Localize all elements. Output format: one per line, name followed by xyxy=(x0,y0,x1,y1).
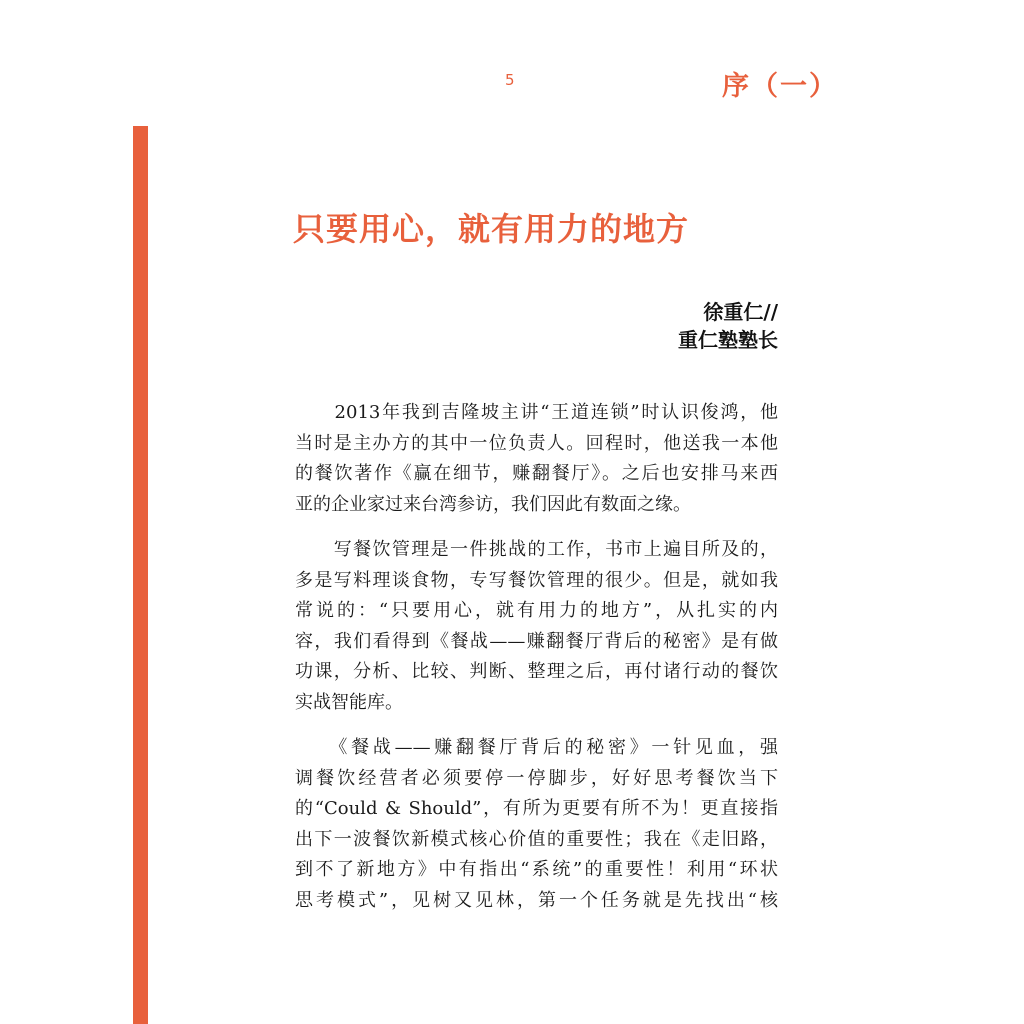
text-line: 容，我们看得到《餐战——赚翻餐厅背后的秘密》是有做 xyxy=(295,630,778,652)
text-line: 多是写料理谈食物，专写餐饮管理的很少。但是，就如我 xyxy=(295,569,778,591)
text-line: 实战智能库。 xyxy=(295,691,403,713)
text-line: 《餐战——赚翻餐厅背后的秘密》一针见血，强 xyxy=(295,737,778,758)
text-line: 的“Could & Should”，有所为更要有所不为！更直接指 xyxy=(295,798,778,819)
page-number: 5 xyxy=(505,71,515,89)
text-line: 亚的企业家过来台湾参访，我们因此有数面之缘。 xyxy=(295,493,691,515)
text-line: 出下一波餐饮新模式核心价值的重要性；我在《走旧路， xyxy=(295,828,778,850)
text-line: 写餐饮管理是一件挑战的工作，书市上遍目所及的， xyxy=(295,539,778,560)
text-line: 调餐饮经营者必须要停一停脚步，好好思考餐饮当下 xyxy=(295,767,778,789)
text-line: 常说的：“只要用心，就有用力的地方”，从扎实的内 xyxy=(295,600,778,621)
text-line: 功课，分析、比较、判断、整理之后，再付诸行动的餐饮 xyxy=(295,661,778,682)
article-title: 只要用心，就有用力的地方 xyxy=(293,210,690,248)
paragraph-1 xyxy=(295,398,778,520)
author-block xyxy=(678,298,778,354)
text-line: 的餐饮著作《赢在细节，赚翻餐厅》。之后也安排马来西 xyxy=(295,463,778,484)
text-line: 当时是主办方的其中一位负责人。回程时，他送我一本他 xyxy=(295,432,778,454)
accent-bar xyxy=(133,126,148,1024)
text-line: 思考模式”，见树又见林，第一个任务就是先找出“核 xyxy=(295,889,778,911)
author-role: 重仁塾塾长 xyxy=(678,328,778,352)
text-line: 2013年我到吉隆坡主讲“王道连锁”时认识俊鸿，他 xyxy=(295,402,778,423)
section-label: 序（一） xyxy=(722,71,838,102)
paragraph-2 xyxy=(295,535,778,718)
author-name: 徐重仁// xyxy=(703,300,778,324)
body-text xyxy=(295,398,778,931)
paragraph-3 xyxy=(295,733,778,916)
text-line: 到不了新地方》中有指出“系统”的重要性！利用“环状 xyxy=(295,859,778,880)
